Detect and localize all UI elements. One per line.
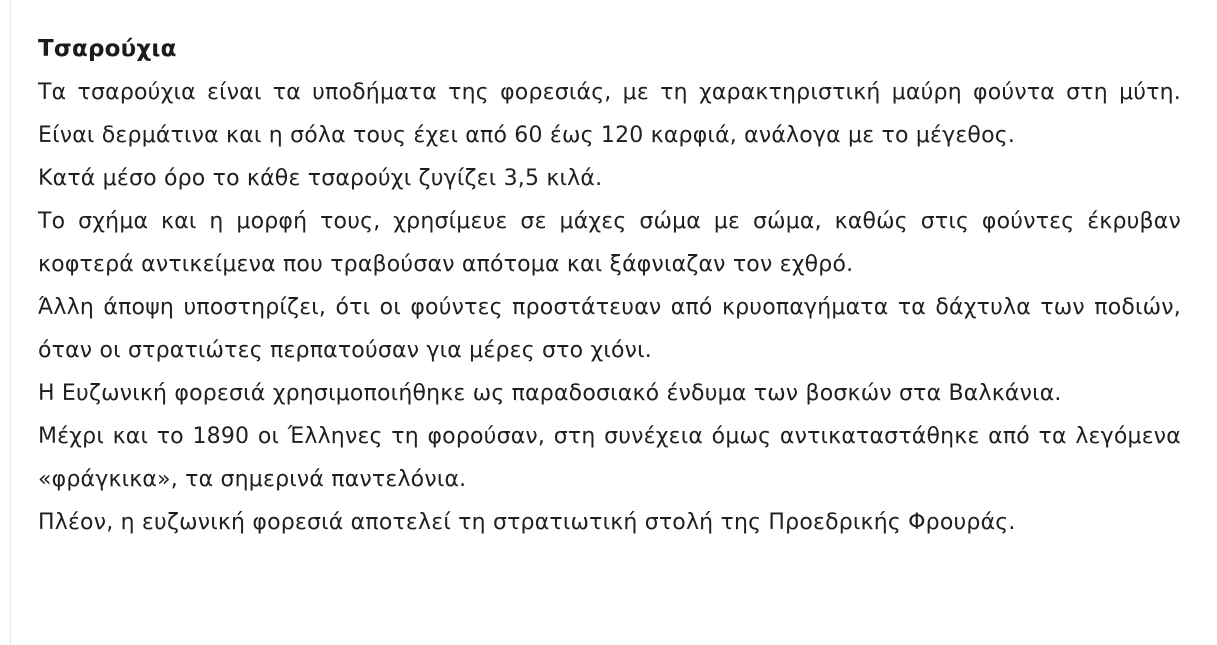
document-title: Τσαρούχια xyxy=(38,36,177,62)
paragraph-evzone-costume: Η Ευζωνική φορεσιά χρησιμοποιήθηκε ως παραδοσιακό ένδυμα των βοσκών στα Βαλκάνια. xyxy=(38,381,1062,406)
document-content xyxy=(38,28,1181,544)
paragraph-1890-replacement: Μέχρι και το 1890 οι Έλληνες τη φορούσαν, στη συνέχεια όμως αντικαταστάθηκε από τα λεγόμενα «φράγκικα», τα σημερινά παντελόνια. xyxy=(38,424,1181,492)
paragraph-shape-combat: Το σχήμα και η μορφή τους, χρησίμευε σε μάχες σώμα με σώμα, καθώς στις φούντες έκρυβαν κοφτερά αντικείμενα που τραβούσαν απότομα και ξάφνιαζαν τον εχθρό. xyxy=(38,209,1181,277)
paragraph-frostbite: Άλλη άποψη υποστηρίζει, ότι οι φούντες προστάτευαν από κρυοπαγήματα τα δάχτυλα των ποδιών, όταν οι στρατιώτες περπατούσαν για μέρες στο χιόνι. xyxy=(38,295,1181,363)
paragraph-weight: Κατά μέσο όρο το κάθε τσαρούχι ζυγίζει 3,5 κιλά. xyxy=(38,166,603,191)
paragraph-tsarouchia-intro: Τα τσαρούχια είναι τα υποδήματα της φορεσιάς, με τη χαρακτηριστική μαύρη φούντα στη μύτη. Είναι δερμάτινα και η σόλα τους έχει από 60 έως 120 καρφιά, ανάλογα με το μέγεθος. xyxy=(38,80,1181,148)
left-edge-rule xyxy=(10,0,11,645)
paragraph-presidential-guard: Πλέον, η ευζωνική φορεσιά αποτελεί τη στρατιωτική στολή της Προεδρικής Φρουράς. xyxy=(38,510,1016,535)
